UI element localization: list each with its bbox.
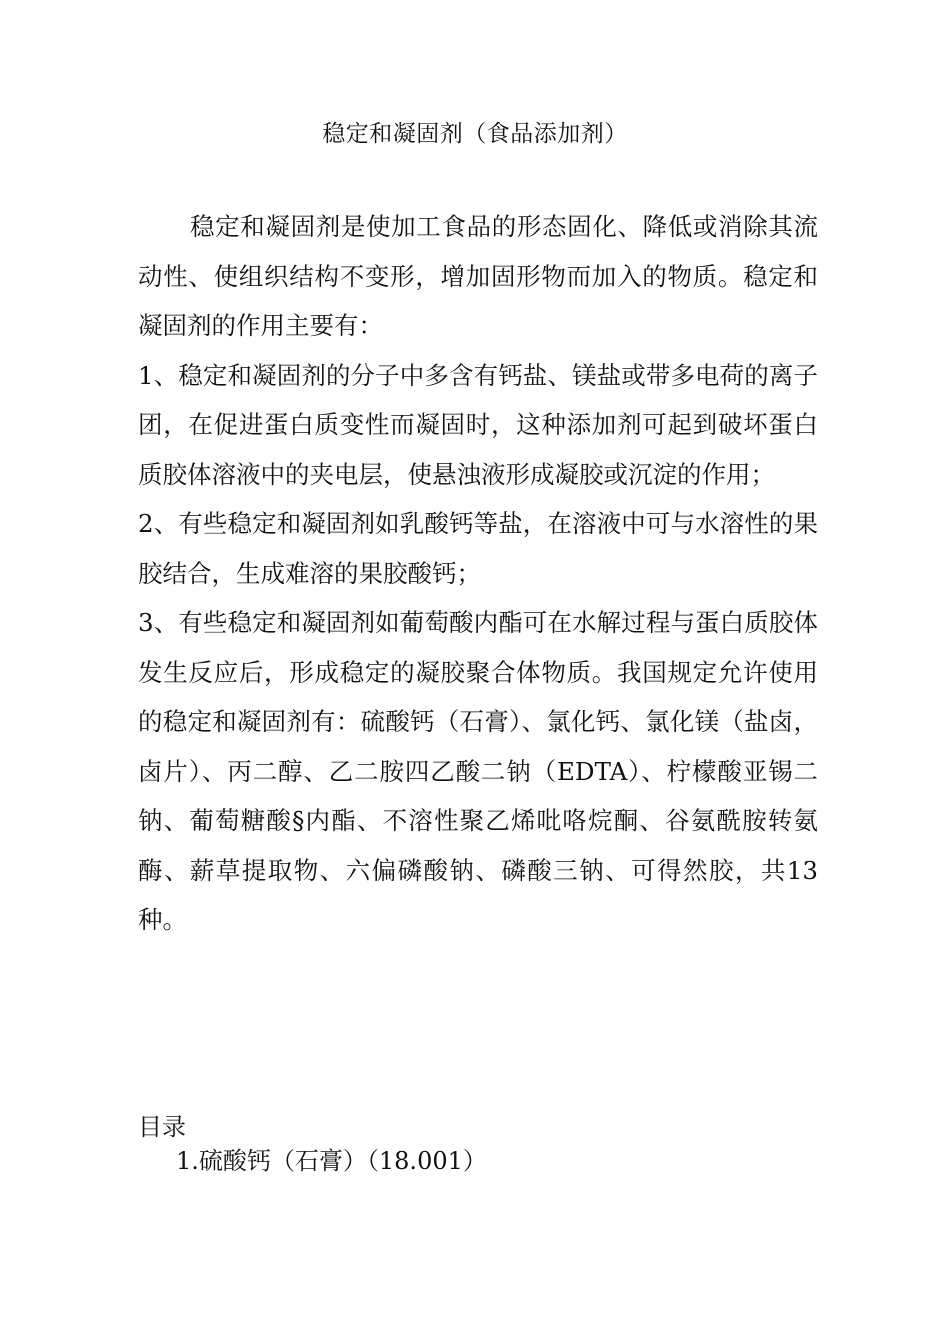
point-3-paragraph: 3、有些稳定和凝固剂如葡萄酸内酯可在水解过程与蛋白质胶体发生反应后，形成稳定的凝胶聚合体物质。我国规定允许使用的稳定和凝固剂有：硫酸钙（石膏）、氯化钙、氯化镁（盐卤，卤片）、丙二醇、乙二胺四乙酸二钠（EDTA）、柠檬酸亚锡二钠、葡萄糖酸§内酯、不溶性聚乙烯吡咯烷酮、谷氨酰胺转氨酶、薪草提取物、六偏磷酸钠、磷酸三钠、可得然胶，共13种。 [138,608,818,934]
intro-paragraph: 稳定和凝固剂是使加工食品的形态固化、降低或消除其流动性、使组织结构不变形，增加固形物而加入的物质。稳定和凝固剂的作用主要有： [138,212,818,340]
point-2-paragraph: 2、有些稳定和凝固剂如乳酸钙等盐，在溶液中可与水溶性的果胶结合，生成难溶的果胶酸钙； [138,509,818,588]
toc-heading: 目录 [138,1113,186,1141]
point-1-paragraph: 1、稳定和凝固剂的分子中多含有钙盐、镁盐或带多电荷的离子团，在促进蛋白质变性而凝固时，这种添加剂可起到破坏蛋白质胶体溶液中的夹电层，使悬浊液形成凝胶或沉淀的作用； [138,360,818,489]
document-body [138,202,818,945]
table-of-contents [138,1110,818,1178]
document-title: 稳定和凝固剂（食品添加剂） [322,121,628,147]
toc-item[interactable]: 1.硫酸钙（石膏）（18.001） [176,1147,487,1175]
